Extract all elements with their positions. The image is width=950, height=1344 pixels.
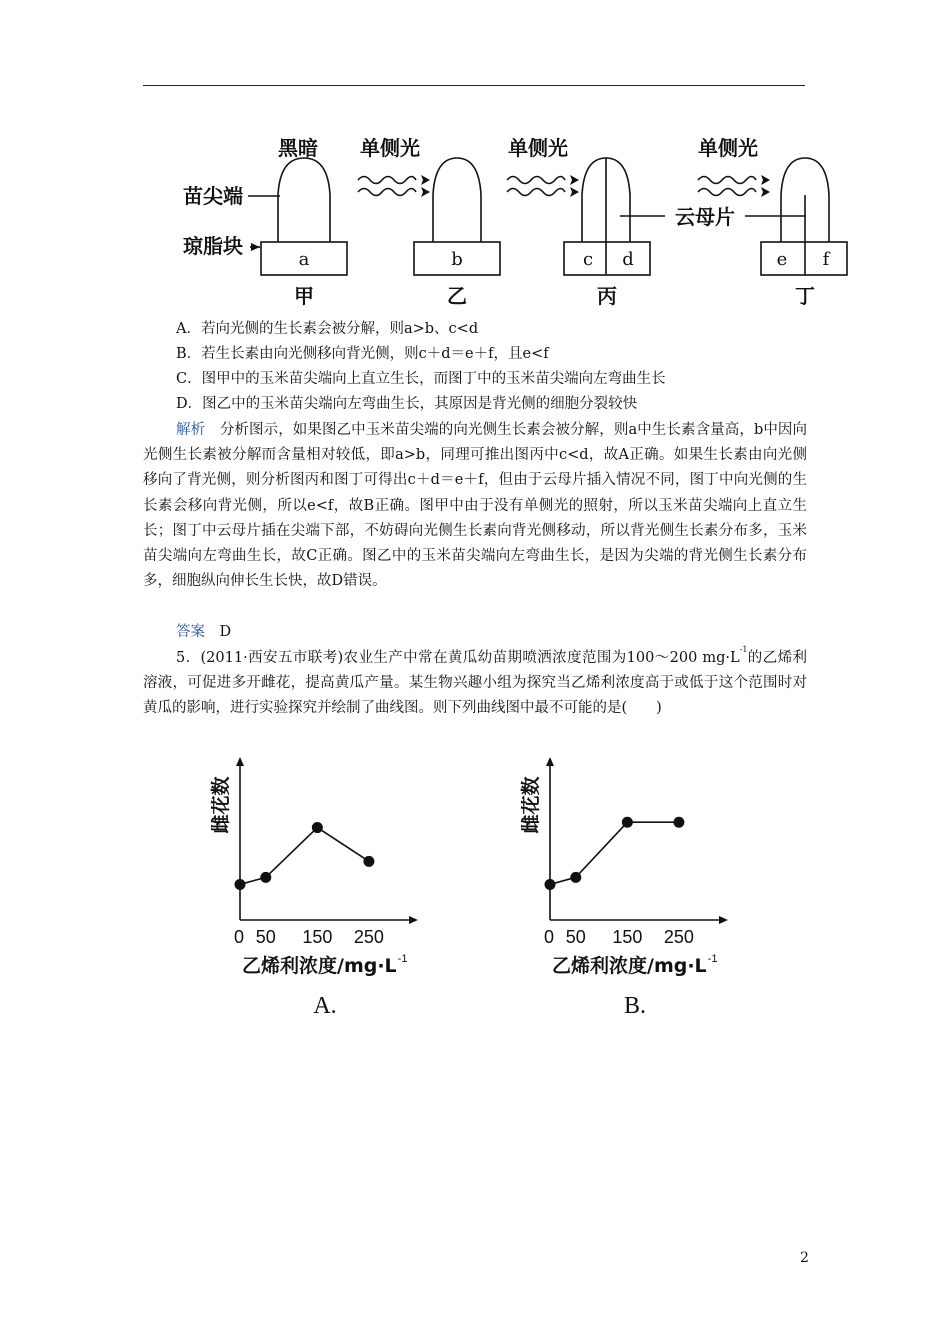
x-tick-label: 250 bbox=[663, 927, 694, 947]
question-5-text-a: 5．(2011·西安五市联考)农业生产中常在黄瓜幼苗期喷洒浓度范围为100～200 mg·L bbox=[176, 650, 740, 666]
x-axis-label-sup: -1 bbox=[707, 953, 718, 965]
analysis-text: 分析图示，如果图乙中玉米苗尖端的向光侧生长素会被分解，则a中生长素含量高，b中因向光侧生长素被分解而含量相对较低，即a>b，同理可推出图丙中c<d，故A正确。如果生长素由向光侧移向了背光侧，则分析图丙和图丁可得出c＋d＝e＋f，但由于云母片插入情况不同，图丁中向光侧的生长素会移向背光侧，所以e<f，故B正确。图甲中由于没有单侧光的照射，所以玉米苗尖端向上直立生长；图丁中云母片插在尖端下部，不妨碍向光侧生长素向背光侧移动，所以背光侧生长素分布多，玉米苗尖端向左弯曲生长，故C正确。图乙中的玉米苗尖端向左弯曲生长，是因为尖端的背光侧生长素分布多，细胞纵向伸长生长快，故D错误。 bbox=[143, 422, 808, 590]
auxin-experiment-figure bbox=[150, 125, 870, 310]
x-axis-arrow bbox=[409, 916, 418, 924]
caption-jia: 甲 bbox=[294, 284, 314, 308]
data-point bbox=[622, 817, 633, 828]
label-light-2: 单侧光 bbox=[508, 136, 568, 160]
light-arrows-3 bbox=[698, 177, 756, 196]
answer-value: D bbox=[219, 624, 232, 640]
block-a: a bbox=[298, 249, 310, 270]
block-c: c bbox=[582, 249, 594, 270]
y-axis-label: 雌花数 bbox=[210, 776, 232, 834]
block-e: e bbox=[776, 249, 788, 270]
y-axis-label: 雌花数 bbox=[520, 776, 542, 834]
label-dark: 黑暗 bbox=[278, 136, 318, 160]
x-tick-label: 50 bbox=[565, 927, 586, 947]
light-arrows-1 bbox=[358, 177, 416, 196]
y-axis-arrow bbox=[546, 757, 554, 766]
y-axis-arrow bbox=[236, 757, 244, 766]
question-5 bbox=[143, 646, 807, 722]
x-tick-label: 150 bbox=[302, 927, 333, 947]
x-tick-label: 150 bbox=[612, 927, 643, 947]
question-5-text-b: 的乙烯利溶液，可促进多开雌花，提高黄瓜产量。某生物兴趣小组为探究当乙烯利浓度高于或低于这个范围时对黄瓜的影响，进行实验探究并绘制了曲线图。则下列曲线图中最不可能的是( ) bbox=[143, 650, 808, 717]
series-line bbox=[240, 828, 369, 885]
data-point bbox=[363, 856, 374, 867]
x-axis-label: 乙烯利浓度/mg·L bbox=[242, 955, 397, 977]
x-tick-label: 0 bbox=[543, 927, 555, 947]
caption-yi: 乙 bbox=[447, 284, 467, 308]
chart-title: B. bbox=[623, 993, 647, 1019]
chart-b bbox=[510, 755, 810, 1020]
page-number: 2 bbox=[800, 1250, 809, 1266]
option-b: B．若生长素由向光侧移向背光侧，则c＋d＝e＋f，且e<f bbox=[176, 346, 549, 362]
x-tick-label: 0 bbox=[233, 927, 245, 947]
header-rule bbox=[143, 85, 805, 86]
data-point bbox=[312, 822, 323, 833]
x-tick-label: 50 bbox=[255, 927, 276, 947]
series-line bbox=[550, 822, 679, 884]
question-5-sup: -1 bbox=[739, 645, 748, 654]
data-point bbox=[673, 817, 684, 828]
analysis-label: 解析 bbox=[176, 422, 206, 438]
chart-a bbox=[200, 755, 500, 1020]
block-f: f bbox=[822, 249, 830, 270]
light-arrows-2 bbox=[507, 177, 565, 196]
option-a: A．若向光侧的生长素会被分解，则a>b、c<d bbox=[176, 321, 479, 337]
data-point bbox=[545, 879, 556, 890]
x-axis-label: 乙烯利浓度/mg·L bbox=[552, 955, 707, 977]
chart-title: A. bbox=[313, 993, 337, 1019]
label-mica: 云母片 bbox=[675, 205, 735, 229]
option-c: C．图甲中的玉米苗尖端向上直立生长，而图丁中的玉米苗尖端向左弯曲生长 bbox=[176, 371, 666, 387]
analysis-paragraph bbox=[143, 418, 807, 594]
data-point bbox=[260, 872, 271, 883]
data-point bbox=[570, 872, 581, 883]
block-d: d bbox=[622, 249, 634, 270]
x-axis-arrow bbox=[719, 916, 728, 924]
label-light-3: 单侧光 bbox=[698, 136, 758, 160]
answer-line bbox=[176, 620, 231, 645]
x-tick-label: 250 bbox=[353, 927, 384, 947]
label-tip: 苗尖端 bbox=[183, 184, 243, 208]
x-axis-label-sup: -1 bbox=[397, 953, 408, 965]
caption-bing: 丙 bbox=[597, 284, 617, 308]
answer-label: 答案 bbox=[176, 624, 205, 640]
data-point bbox=[235, 879, 246, 890]
label-agar: 琼脂块 bbox=[183, 234, 243, 258]
caption-ding: 丁 bbox=[795, 284, 815, 308]
block-b: b bbox=[451, 249, 463, 270]
label-light-1: 单侧光 bbox=[360, 136, 420, 160]
option-d: D．图乙中的玉米苗尖端向左弯曲生长，其原因是背光侧的细胞分裂较快 bbox=[176, 396, 638, 412]
